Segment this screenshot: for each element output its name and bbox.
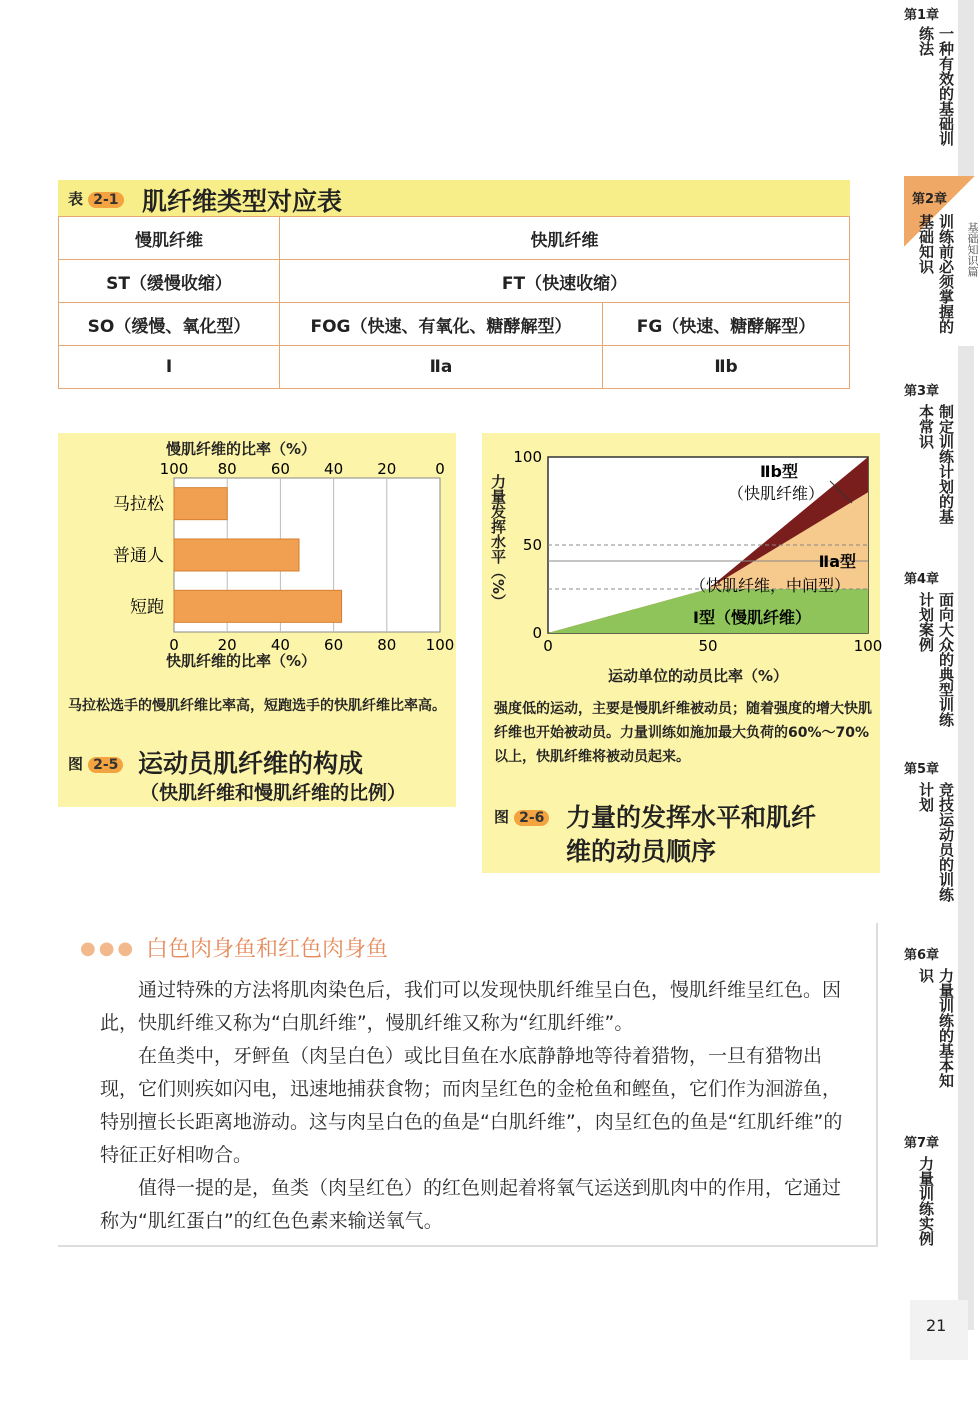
category-label: 普通人 [113, 546, 164, 566]
top-tick-label: 80 [217, 460, 237, 478]
figure-badge-prefix: 图 [68, 755, 84, 773]
chapter-tab-1[interactable] [904, 4, 960, 154]
bottom-tick-label: 100 [425, 636, 455, 654]
figure-2-5-caption: 运动员肌纤维的构成 [138, 749, 364, 778]
chapter-tab-7[interactable] [904, 1132, 960, 1272]
y-axis-label: 力量发挥水平（%） [489, 474, 507, 610]
top-tick-label: 100 [159, 460, 189, 478]
region-I-label: Ⅰ型（慢肌纤维） [693, 608, 811, 627]
table-cell: Ⅱb [603, 346, 850, 389]
chapter-number: 第5章 [904, 762, 940, 777]
fiber-type-table [58, 216, 850, 389]
x-axis-label: 运动单位的动员比率（%） [608, 667, 789, 685]
chapter-number: 第4章 [904, 572, 940, 587]
chapter-tab-5[interactable] [904, 758, 960, 902]
chapter-title: 力量训练实例 [917, 1156, 935, 1246]
region-IIb-subtitle: （快肌纤维） [727, 484, 824, 503]
top-axis-label: 慢肌纤维的比率（%） [166, 440, 317, 458]
figure-2-6-caption-line2: 维的动员顺序 [566, 837, 717, 866]
page-number: 21 [926, 1316, 947, 1335]
chapter-tab-2-active[interactable] [904, 176, 980, 346]
x-tick-label: 50 [698, 637, 718, 655]
figure-2-5-subcaption: （快肌纤维和慢肌纤维的比例） [140, 782, 407, 804]
essay-body [100, 974, 850, 1238]
chapter-title: 面向大众的典型训练计划案例 [917, 592, 955, 727]
figure-2-6-caption-line1: 力量的发挥水平和肌纤 [566, 803, 817, 832]
chapter-number: 第2章 [912, 192, 948, 207]
figure-badge-number: 2-5 [88, 757, 123, 773]
chapter-title-wrap [916, 968, 956, 1088]
top-tick-label: 40 [324, 460, 344, 478]
bottom-tick-label: 80 [377, 636, 397, 654]
region-IIb-title: Ⅱb型 [760, 462, 798, 481]
category-label: 马拉松 [113, 494, 164, 515]
essay-paragraph: 在鱼类中，牙鲆鱼（肉呈白色）或比目鱼在水底静静地等待着猎物，一旦有猎物出现，它们则疾如闪电，迅速地捕获食物；而肉呈红色的金枪鱼和鲣鱼，它们作为洄游鱼，特别擅长长距离地游动。这与肉呈白色的鱼是“白肌纤维”，肉呈红色的鱼是“红肌纤维”的特征正好相吻合。 [100, 1045, 843, 1166]
chapter-title-wrap [916, 214, 956, 344]
chapter-title-wrap [916, 782, 956, 902]
y-tick-label: 50 [522, 536, 542, 554]
y-tick-label: 100 [513, 448, 542, 466]
bar [174, 488, 227, 520]
table-cell: ST（缓慢收缩） [59, 260, 280, 303]
chapter-title: 力量训练的基本知识 [917, 968, 955, 1088]
chapter-tab-6[interactable] [904, 944, 960, 1088]
table-cell: FOG（快速、有氧化、糖酵解型） [280, 303, 603, 346]
chapter-tab-3[interactable] [904, 380, 960, 530]
chapter-title-wrap [916, 1156, 936, 1276]
figure-2-6-description: 强度低的运动，主要是慢肌纤维被动员；随着强度的增大快肌纤维也开始被动员。力量训练如施加最大负荷的60%～70%以上，快肌纤维将被动员起来。 [494, 701, 872, 765]
section-side-label: 基础知识篇 [966, 222, 979, 277]
figure-2-5-badge [68, 753, 123, 774]
table-cell: Ⅱa [280, 346, 603, 389]
category-label: 短跑 [130, 597, 164, 618]
bar [174, 590, 342, 622]
table-row [59, 260, 850, 303]
table-cell: Ⅰ [59, 346, 280, 389]
bar [174, 539, 299, 571]
chapter-title: 训练前必须掌握的基础知识 [917, 214, 955, 334]
fiber-ratio-bar-chart [90, 460, 460, 670]
y-tick-label: 0 [532, 624, 542, 642]
table-cell: FT（快速收缩） [280, 260, 850, 303]
bottom-tick-label: 60 [324, 636, 344, 654]
figure-badge-prefix: 图 [494, 808, 510, 826]
table-title: 肌纤维类型对应表 [142, 187, 343, 216]
table-cell: 快肌纤维 [280, 217, 850, 260]
recruitment-area-chart [508, 443, 883, 661]
figure-2-6-badge [494, 806, 549, 827]
chapter-title-wrap [916, 26, 956, 152]
table-cell: SO（缓慢、氧化型） [59, 303, 280, 346]
chapter-title-wrap [916, 592, 956, 738]
x-tick-label: 100 [853, 637, 883, 655]
top-tick-label: 60 [270, 460, 290, 478]
chapter-number: 第1章 [904, 8, 940, 23]
chapter-number: 第3章 [904, 384, 940, 399]
bottom-tick-label: 40 [270, 636, 290, 654]
chapter-title: 一种有效的基础训练法 [917, 26, 955, 146]
dots-icon: ●●● [80, 938, 137, 959]
bottom-axis-label: 快肌纤维的比率（%） [166, 652, 317, 670]
region-IIa-title: Ⅱa型 [818, 552, 856, 571]
chapter-title-wrap [916, 404, 956, 530]
table-row [59, 303, 850, 346]
chapter-title: 竞技运动员的训练计划 [917, 782, 955, 902]
essay-title: 白色肉身鱼和红色肉身鱼 [146, 937, 389, 962]
chapter-tab-4[interactable] [904, 568, 960, 728]
table-row [59, 346, 850, 389]
essay-paragraph: 通过特殊的方法将肌肉染色后，我们可以发现快肌纤维呈白色，慢肌纤维呈红色。因此，快肌纤维又称为“白肌纤维”，慢肌纤维又称为“红肌纤维”。 [100, 979, 842, 1034]
table-badge-number: 2-1 [88, 192, 123, 208]
x-tick-label: 0 [543, 637, 553, 655]
table-badge [68, 188, 124, 209]
chapter-title: 制定训练计划的基本常识 [917, 404, 955, 524]
essay-paragraph: 值得一提的是，鱼类（肉呈红色）的红色则起着将氧气运送到肌肉中的作用，它通过称为“肌红蛋白”的红色色素来输送氧气。 [100, 1177, 842, 1232]
top-tick-label: 0 [435, 460, 445, 478]
table-cell: FG（快速、糖酵解型） [603, 303, 850, 346]
figure-badge-number: 2-6 [514, 810, 549, 826]
chapter-number: 第6章 [904, 948, 940, 963]
figure-2-5-description: 马拉松选手的慢肌纤维比率高，短跑选手的快肌纤维比率高。 [68, 698, 446, 714]
table-badge-prefix: 表 [68, 190, 84, 208]
region-IIa-subtitle: （快肌纤维，中间型） [689, 576, 850, 595]
bottom-tick-label: 20 [217, 636, 237, 654]
chapter-number: 第7章 [904, 1136, 940, 1151]
table-row [59, 217, 850, 260]
top-tick-label: 20 [377, 460, 397, 478]
table-cell: 慢肌纤维 [59, 217, 280, 260]
bottom-tick-label: 0 [169, 636, 179, 654]
